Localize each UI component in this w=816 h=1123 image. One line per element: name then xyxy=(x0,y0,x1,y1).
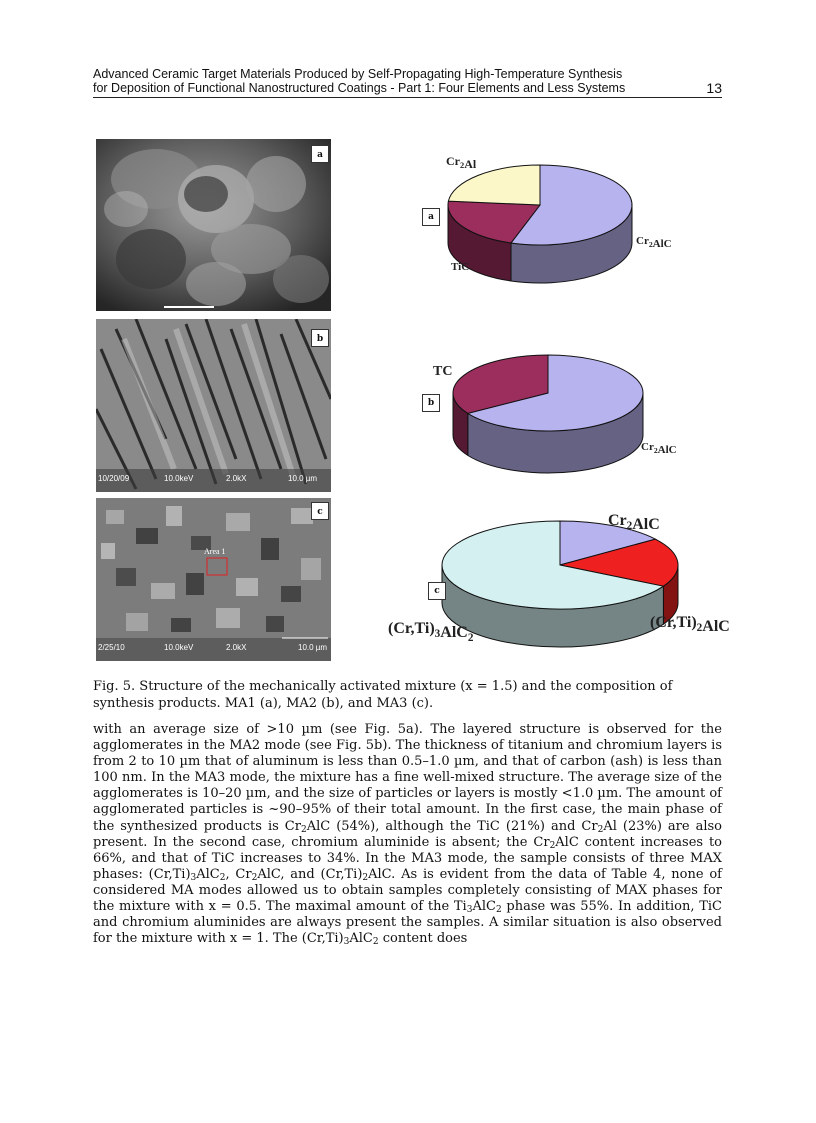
body-text-segment: AlC content increases to 66%, and that of TiC increases to 34%. In the MA3 mode, the sample consists of three MAX phases: (Cr,Ti) xyxy=(93,834,722,882)
micrograph-c xyxy=(96,498,331,661)
page-number: 13 xyxy=(706,80,722,96)
header-rule xyxy=(93,97,722,98)
micrograph-c-area-label: Area 1 xyxy=(204,547,226,556)
pie-chart-a-tag: a xyxy=(422,208,440,226)
body-text-subscript: 2 xyxy=(495,905,502,916)
micrograph-b-magnification: 2.0kX xyxy=(226,474,247,483)
micrograph-b-scale: 10.0 µm xyxy=(288,474,318,483)
micrograph-b-tag: b xyxy=(311,329,329,347)
pie-a-label-0: $Cr_2Al$ xyxy=(446,154,477,171)
pie-chart-c xyxy=(388,505,730,655)
body-text-subscript: 3 xyxy=(466,905,473,916)
body-text-subscript: 2 xyxy=(300,824,307,835)
body-text-segment: with an average size of >10 µm (see Fig. 5a). The layered structure is observed for the agglomerates in the MA2 mode (see Fig. 5b). The thickness of titanium and chromium layers is from 2 to 10 µm that of aluminum is less than 0.5–1.0 µm, and that of carbon (ash) is less than 100 nm. In the MA3 mode, the mixture has a fine well-mixed structure. The average size of the agglomerates is 10–20 µm, and the size of particles or layers is mostly <1.0 µm. The amount of agglomerated particles is ~90–95% of their total amount. In the first case, the main phase of the synthesized products is Cr xyxy=(93,722,722,834)
pie-chart-b xyxy=(430,355,730,465)
micrograph-c-magnification: 2.0kX xyxy=(226,643,247,652)
pie-c-label-0: $Cr_2AlC$ xyxy=(608,512,660,533)
body-text-segment: AlC xyxy=(196,866,220,882)
body-paragraph xyxy=(93,722,722,947)
micrograph-b-image xyxy=(96,319,331,492)
pie-a-label-1: $Cr_2AlC$ xyxy=(636,235,672,250)
pie-chart-b-svg xyxy=(430,355,730,465)
micrograph-a-image xyxy=(96,139,331,311)
micrograph-a-tag: a xyxy=(311,145,329,163)
body-text-subscript: 3 xyxy=(190,872,197,883)
body-text-subscript: 2 xyxy=(549,840,556,851)
body-text-segment: AlC (54%), although the TiC (21%) and Cr xyxy=(306,818,598,834)
micrograph-c-image xyxy=(96,498,331,661)
body-text-segment: AlC xyxy=(472,899,496,915)
body-text-segment: AlC xyxy=(349,931,373,947)
pie-chart-a-svg xyxy=(440,150,730,280)
micrograph-a xyxy=(96,139,331,311)
pie-c-label-1: $(Cr,Ti)_2AlC$ xyxy=(650,614,730,635)
header-title-line2: for Deposition of Functional Nanostructured Coatings - Part 1: Four Elements and Less Systems xyxy=(93,81,626,95)
running-header xyxy=(93,67,722,95)
body-text-segment: phase was 55%. In addition, TiC and chromium aluminides are always present the samples. A similar situation is also observed for the mixture with x = 1. The (Cr,Ti) xyxy=(93,899,722,947)
header-title-line1: Advanced Ceramic Target Materials Produced by Self-Propagating High-Temperature Synthesis xyxy=(93,67,623,81)
micrograph-c-date: 2/25/10 xyxy=(98,643,125,652)
micrograph-b-date: 10/20/09 xyxy=(98,474,130,483)
pie-chart-b-tag: b xyxy=(422,394,440,412)
pie-chart-a xyxy=(440,150,730,280)
pie-chart-c-tag: c xyxy=(428,582,446,600)
body-text-segment: Al (23%) are also present. In the second case, chromium aluminide is absent; the Cr xyxy=(93,818,723,850)
figure-caption: Fig. 5. Structure of the mechanically activated mixture (x = 1.5) and the composition of synthesis products. MA1 (a), MA2 (b), and MA3 (c). xyxy=(93,679,673,711)
pie-a-slice-2 xyxy=(448,165,540,205)
micrograph-c-scale: 10.0 µm xyxy=(298,643,328,652)
body-text-segment: , Cr xyxy=(225,866,252,882)
body-text-subscript: 3 xyxy=(343,937,350,948)
body-text-subscript: 2 xyxy=(251,872,258,883)
body-text-segment: AlC. As is evident from the data of Table 4, none of considered MA modes allowed us to obtain samples completely consisting of MAX phases for the mixture with x = 0.5. The maximal amount of the Ti xyxy=(93,866,722,915)
micrograph-c-tag: c xyxy=(311,502,329,520)
body-text-subscript: 2 xyxy=(362,872,369,883)
pie-a-label-2: TiC xyxy=(451,261,470,273)
micrograph-c-voltage: 10.0keV xyxy=(164,643,194,652)
micrograph-b xyxy=(96,319,331,492)
body-text-segment: content does xyxy=(378,931,468,947)
pie-b-label-1: $Cr_2AlC$ xyxy=(641,441,677,456)
body-text-subscript: 2 xyxy=(597,824,604,835)
body-text-subscript: 2 xyxy=(219,872,226,883)
body-text-segment: AlC, and (Cr,Ti) xyxy=(257,866,363,882)
pie-b-label-0: TC xyxy=(433,364,453,379)
body-text-subscript: 2 xyxy=(372,937,379,948)
pie-chart-c-svg xyxy=(388,505,730,655)
micrograph-b-voltage: 10.0keV xyxy=(164,474,194,483)
pie-c-label-2: $(Cr,Ti)_3AlC_2$ xyxy=(388,620,474,644)
